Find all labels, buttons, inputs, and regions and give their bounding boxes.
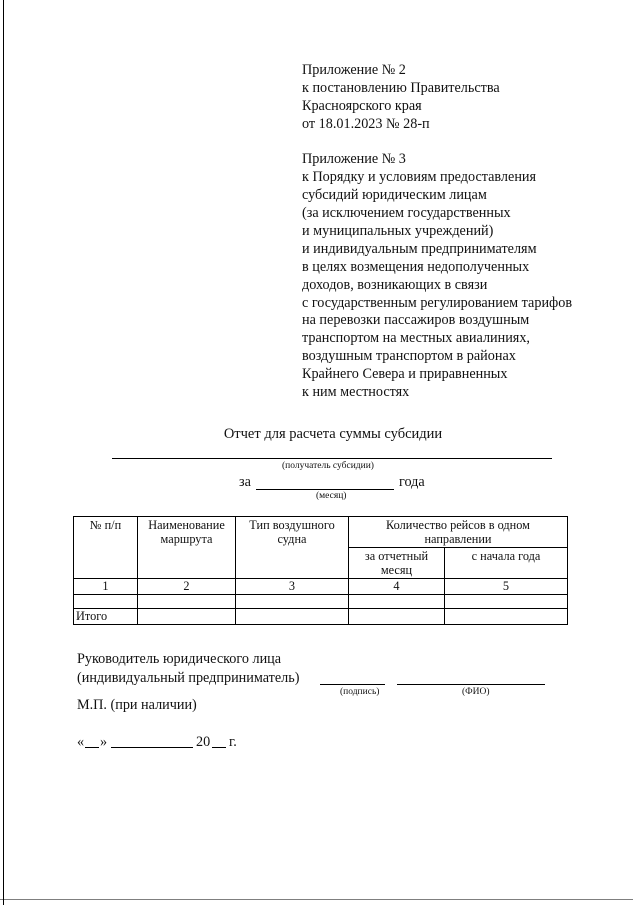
appendix-line: к ним местностях bbox=[302, 384, 410, 401]
appendix-line: транспортом на местных авиалиниях, bbox=[302, 330, 530, 347]
appendix-line: доходов, возникающих в связи bbox=[302, 276, 488, 293]
table-cell bbox=[138, 595, 236, 609]
table-cell bbox=[349, 609, 445, 625]
name-caption: (ФИО) bbox=[462, 687, 490, 697]
report-table bbox=[73, 516, 568, 625]
table-cell bbox=[445, 609, 568, 625]
header-route: Наименование маршрута bbox=[138, 517, 236, 579]
header-flights-count: Количество рейсов в одном направлении bbox=[349, 517, 568, 548]
scan-edge-left bbox=[3, 0, 4, 905]
date-close-quote: » bbox=[100, 734, 108, 750]
period-prefix: за bbox=[239, 474, 251, 490]
name-line bbox=[397, 684, 545, 685]
column-number: 3 bbox=[236, 579, 349, 595]
appendix-line: воздушным транспортом в районах bbox=[302, 348, 516, 365]
appendix-line: к постановлению Правительства bbox=[302, 79, 500, 96]
appendix-line: с государственным регулированием тарифов bbox=[302, 294, 573, 311]
appendix-line: к Порядку и условиям предоставления bbox=[302, 169, 537, 186]
year-prefix: 20 bbox=[196, 734, 211, 750]
appendix-line: и индивидуальным предпринимателям bbox=[302, 240, 537, 257]
appendix-line: Приложение № 2 bbox=[302, 62, 406, 78]
signature-caption: (подпись) bbox=[340, 687, 380, 697]
table-row bbox=[74, 595, 568, 609]
appendix-line: в целях возмещения недополученных bbox=[302, 258, 530, 275]
total-label: Итого bbox=[74, 609, 138, 625]
year-suffix: г. bbox=[229, 734, 237, 750]
appendix-header bbox=[302, 62, 572, 402]
header-number: № п/п bbox=[74, 517, 138, 579]
table-cell bbox=[74, 595, 138, 609]
column-number: 4 bbox=[349, 579, 445, 595]
column-number: 5 bbox=[445, 579, 568, 595]
period-suffix: года bbox=[399, 474, 425, 490]
signatory-subtitle: (индивидуальный предприниматель) bbox=[77, 670, 300, 686]
header-since-year-start: с начала года bbox=[445, 548, 568, 579]
appendix-line: от 18.01.2023 № 28-п bbox=[302, 115, 430, 132]
month-date-line bbox=[111, 747, 193, 748]
recipient-caption: (получатель субсидии) bbox=[282, 461, 374, 471]
appendix-line: Приложение № 3 bbox=[302, 151, 406, 168]
table-cell bbox=[349, 595, 445, 609]
column-number: 1 bbox=[74, 579, 138, 595]
month-line bbox=[256, 489, 394, 490]
appendix-line: (за исключением государственных bbox=[302, 205, 511, 222]
signature-line bbox=[320, 684, 385, 685]
column-number: 2 bbox=[138, 579, 236, 595]
report-title: Отчет для расчета суммы субсидии bbox=[223, 426, 443, 442]
year-line bbox=[212, 747, 226, 748]
date-open-quote: « bbox=[77, 734, 85, 750]
signatory-title: Руководитель юридического лица bbox=[77, 651, 282, 667]
day-line bbox=[85, 747, 99, 748]
table-cell bbox=[236, 609, 349, 625]
appendix-line: и муниципальных учреждений) bbox=[302, 223, 494, 240]
total-row bbox=[74, 609, 568, 625]
month-caption: (месяц) bbox=[316, 491, 347, 501]
header-reporting-month: за отчетный месяц bbox=[349, 548, 445, 579]
header-aircraft: Тип воздушного судна bbox=[236, 517, 349, 579]
stamp-label: М.П. (при наличии) bbox=[77, 697, 197, 713]
appendix-line: Крайнего Севера и приравненных bbox=[302, 366, 508, 383]
scan-edge-bottom bbox=[0, 899, 633, 900]
appendix-line: Красноярского края bbox=[302, 97, 422, 114]
table-cell bbox=[236, 595, 349, 609]
column-number-row bbox=[74, 579, 568, 595]
appendix-line: на перевозки пассажиров воздушным bbox=[302, 312, 530, 329]
table-cell bbox=[445, 595, 568, 609]
appendix-spacer bbox=[302, 134, 572, 152]
table-cell bbox=[138, 609, 236, 625]
appendix-line: субсидий юридическим лицам bbox=[302, 187, 487, 204]
recipient-line bbox=[112, 458, 552, 459]
